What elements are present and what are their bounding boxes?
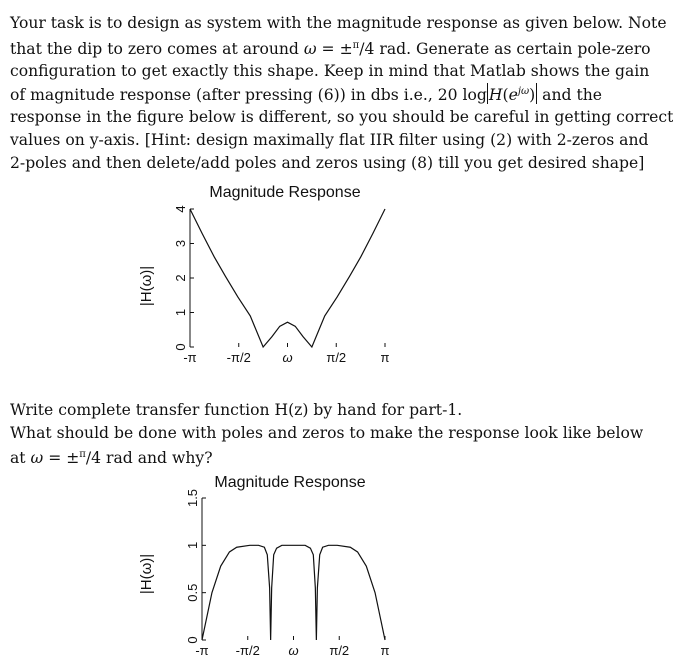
task-line-7: 2-poles and then delete/add poles and zeros using (8) till you get desired shape] [10,153,645,172]
chart2-ylabel: |H(ω)| [138,553,155,595]
chart1-ytick-label: 1 [173,308,188,317]
chart1-ylabel: |H(ω)| [138,265,155,307]
chart1-xtick-label: π/2 [326,350,347,365]
chart2-xtick-label: π [380,643,390,658]
task-line-5: response in the figure below is different, so you should be careful in getting correct [10,108,673,127]
chart2-xtick-label: ω [288,643,299,658]
chart2-xtick-label: π/2 [329,643,350,658]
magnitude-response-chart-2 [130,468,400,664]
chart2-xtick-label: -π/2 [235,643,260,658]
question-line-3: at ω = ±$^\pi$/4 rad and why? [10,449,213,468]
task-line-3: configuration to get exactly this shape. Keep in mind that Matlab shows the gain [10,62,650,81]
chart2-ytick-label: 0.5 [185,583,200,602]
chart2-title: Magnitude Response [214,474,366,491]
chart1-xtick-label: -π/2 [226,350,251,365]
question-line-1: Write complete transfer function H(z) by hand for part-1. [10,401,463,419]
chart2-ytick-label: 1.5 [185,488,200,508]
task-line-4: of magnitude response (after pressing (6)) in dbs i.e., 20 $\log H(e^{j\omega})$ and the [10,83,602,107]
question-line-2: What should be done with poles and zeros to make the response look like below [10,423,644,442]
chart2-ytick-label: 0 [185,636,200,644]
task-paragraph [10,12,673,174]
chart1-ytick-label: 3 [173,239,188,248]
chart1-ytick-label: 2 [173,274,188,282]
task-line-1: Your task is to design as system with the magnitude response as given below. Note [10,14,667,32]
chart2-series-line [202,545,385,640]
task-line-2: that the dip to zero comes at around ω = ±$^\pi$/4 rad. Generate as certain pole-zero [10,39,651,58]
chart1-ytick-label: 0 [173,343,188,351]
chart1-xtick-label: π [380,350,390,365]
chart1-xtick-label: -π [183,350,197,365]
chart1-xtick-label: ω [282,350,293,365]
question-paragraph [10,399,644,470]
chart1-series-line [190,209,385,347]
magnitude-response-chart-1 [130,176,400,376]
chart2-xtick-label: -π [195,643,209,658]
chart1-title: Magnitude Response [209,184,361,201]
chart2-ytick-label: 1 [185,541,200,549]
chart1-ytick-label: 4 [173,205,188,213]
task-line-6: values on y-axis. [Hint: design maximally flat IIR filter using (2) with 2-zeros and [10,130,649,149]
